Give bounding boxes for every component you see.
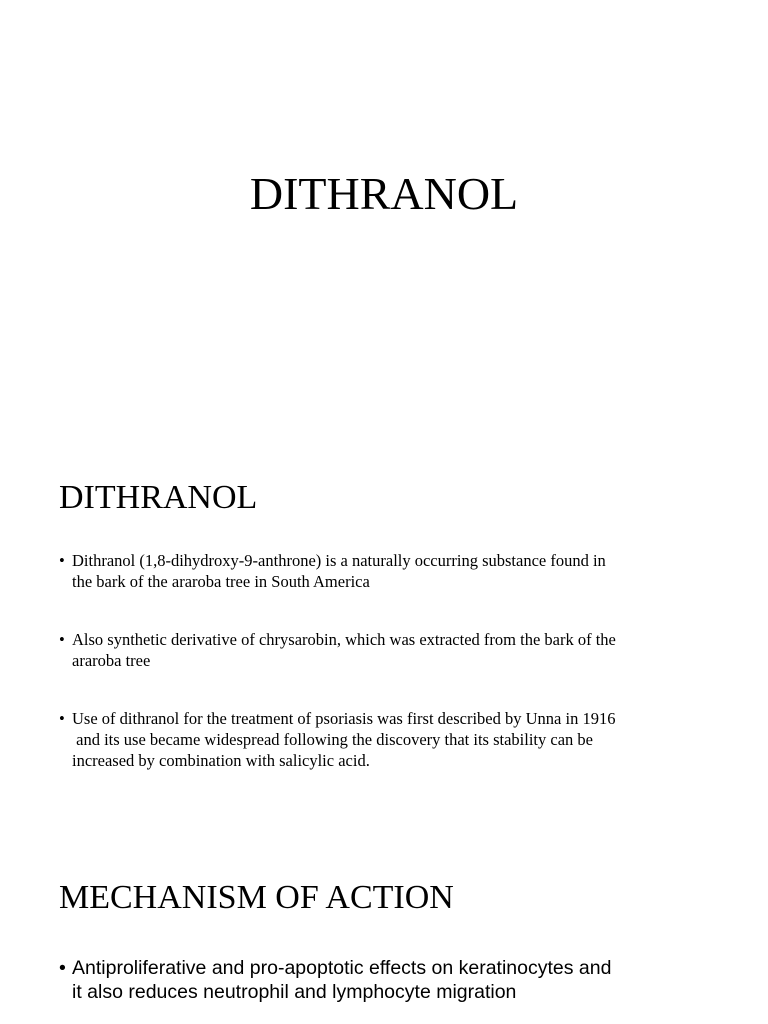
- bullet-icon: •: [59, 709, 65, 728]
- bullet-item: [59, 629, 719, 671]
- bullet-icon: •: [59, 551, 65, 570]
- intro-slide: [0, 420, 768, 840]
- slide-heading: DITHRANOL: [59, 479, 258, 516]
- bullet-icon: •: [59, 630, 65, 649]
- bullet-text-line: Also synthetic derivative of chrysarobin, which was extracted from the bark of the: [72, 630, 616, 649]
- bullet-text-line: the bark of the araroba tree in South America: [72, 572, 370, 591]
- slide-heading: MECHANISM OF ACTION: [59, 879, 454, 916]
- title-slide: [0, 0, 768, 420]
- bullet-item: [59, 550, 719, 592]
- bullet-text-line: and its use became widespread following the discovery that its stability can be: [72, 730, 593, 749]
- mechanism-slide: [0, 840, 768, 1024]
- bullet-text-line: Use of dithranol for the treatment of psoriasis was first described by Unna in 1916: [72, 709, 616, 728]
- bullet-text-line: Antiproliferative and pro-apoptotic effects on keratinocytes and: [72, 957, 612, 979]
- bullet-list: [59, 956, 719, 1004]
- slide-title: DITHRANOL: [249, 168, 519, 219]
- bullet-item: [59, 956, 719, 1004]
- bullet-text-line: Dithranol (1,8-dihydroxy-9-anthrone) is a naturally occurring substance found in: [72, 551, 606, 570]
- bullet-text-line: it also reduces neutrophil and lymphocyte migration: [72, 981, 517, 1003]
- bullet-list: [59, 550, 719, 771]
- bullet-text-line: increased by combination with salicylic acid.: [72, 751, 370, 770]
- bullet-icon: •: [59, 957, 66, 979]
- bullet-text-line: araroba tree: [72, 651, 151, 670]
- bullet-item: [59, 708, 719, 771]
